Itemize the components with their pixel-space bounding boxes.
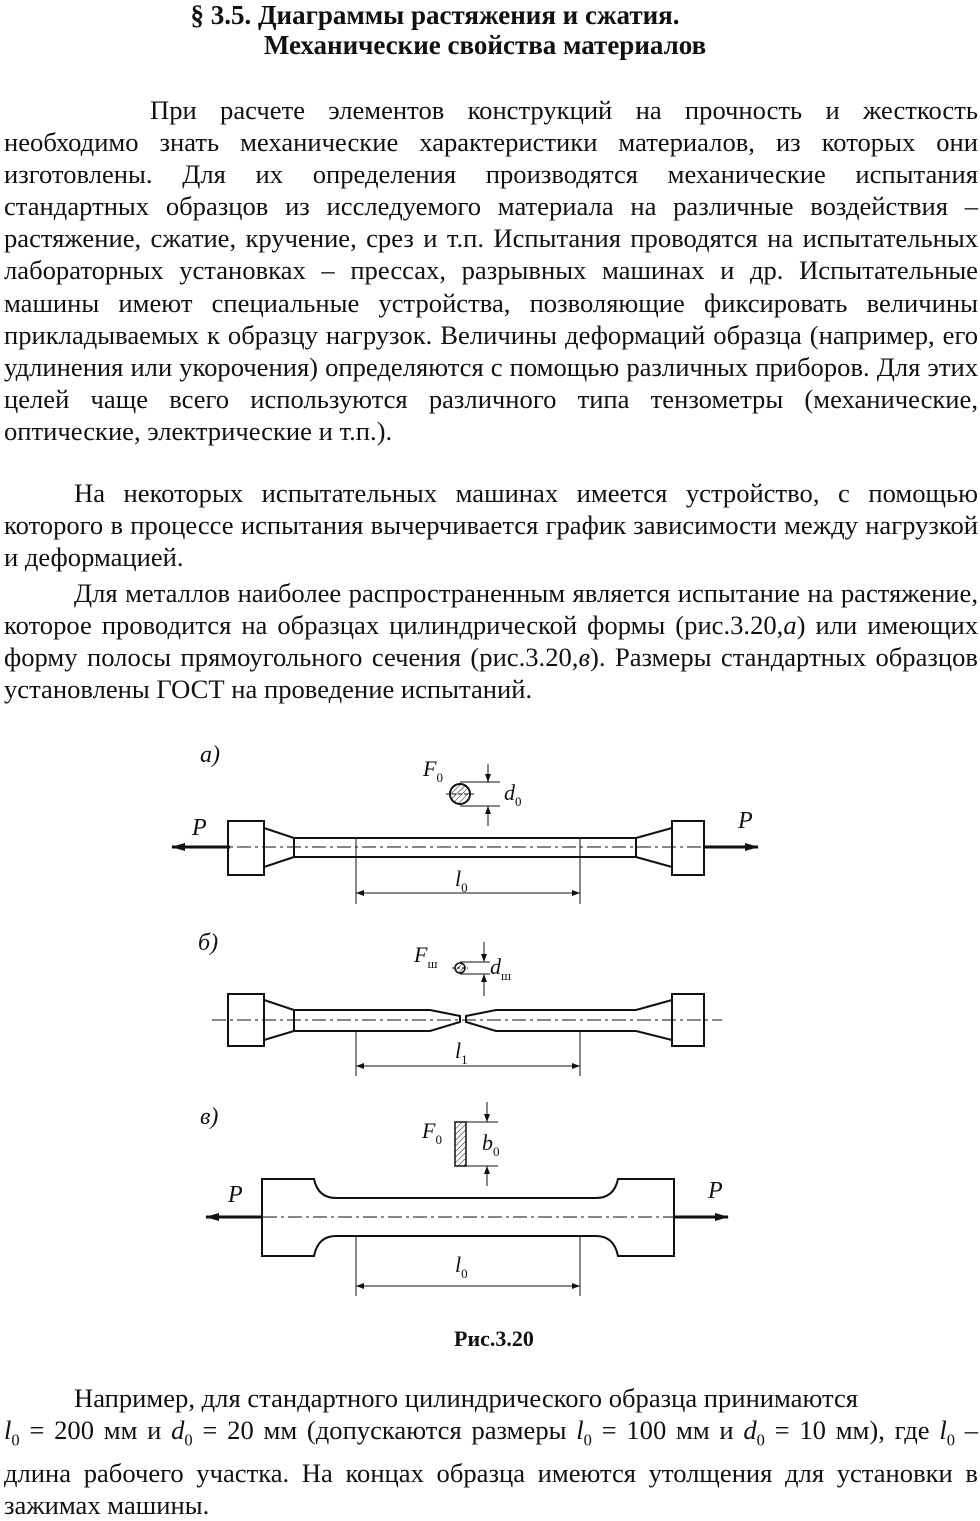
figure-3-20 xyxy=(0,730,980,1380)
paragraph-4: Например, для стандартного цилиндрического образца принимаются $l_0 = 200$ мм и $d_0 = 20$ мм (допускаются размеры $l_0 = 100$ мм и $d_0 = 10$ мм), где $l_0$ – длина рабочего участка. На концах образца имеются утолщения для установки в зажимах машины. xyxy=(4,1383,978,1520)
svg-text:b0: $b_0$ xyxy=(482,1130,500,1159)
section-heading-line1: § 3.5. Диаграммы растяжения и сжатия. xyxy=(190,0,680,30)
p3-text-post: ). Размеры стандартных образцов установлены ГОСТ на проведение испытаний. xyxy=(4,642,978,705)
p3-ref-v: в xyxy=(578,642,590,673)
diameter-dsh-b: d xyxy=(490,954,501,979)
figure-caption: Рис.3.20 xyxy=(454,1326,534,1351)
specimen-a xyxy=(172,742,758,904)
width-b0-v: b xyxy=(482,1130,493,1155)
area-F0-a: F xyxy=(423,756,437,781)
svg-text:Fш: $F_ш$ xyxy=(414,942,438,971)
label-a: а) xyxy=(200,742,220,768)
dim-l1-b: l xyxy=(455,1038,462,1063)
svg-text:d0: $d_0$ xyxy=(504,780,522,809)
area-Fsh-b: F xyxy=(414,942,428,967)
label-b: б) xyxy=(198,930,219,956)
specimen-v xyxy=(200,1102,728,1296)
specimen-b xyxy=(198,930,722,1076)
area-F0-v: F xyxy=(422,1118,436,1143)
svg-text:l0: $l_0$ xyxy=(455,866,468,895)
svg-text:F0: $F_0$ xyxy=(423,756,443,785)
paragraph-2: На некоторых испытательных машинах имеется устройство, с помощью которого в процессе испытания вычерчивается график зависимости между нагрузкой и деформацией. xyxy=(4,478,978,573)
load-P-right: P xyxy=(738,808,753,834)
load-P-right-v: P xyxy=(708,1178,723,1204)
dim-l0-a: l xyxy=(455,866,462,891)
paragraph-3 xyxy=(4,577,978,705)
p3-text-mid: ) или имеющих форму полосы прямоугольного сечения (рис.3.20, xyxy=(4,610,978,673)
dim-l0-v: l xyxy=(455,1252,462,1277)
svg-text:F0: $F_0$ xyxy=(422,1118,442,1147)
svg-text:dш: $d_ш$ xyxy=(490,954,512,983)
diameter-d0-a: d xyxy=(504,780,515,805)
p4-line1: Например, для стандартного цилиндрического образца принимаются xyxy=(74,1383,858,1413)
p3-ref-a: а xyxy=(783,610,797,641)
load-P-left-v: P xyxy=(228,1182,243,1208)
label-v: в) xyxy=(200,1104,219,1130)
svg-text:l0: $l_0$ xyxy=(455,1252,468,1281)
p3-text-pre: Для металлов наиболее распространенным является испытание на растяжение, которое проводится на образцах цилиндрической формы (рис.3.20, xyxy=(4,578,978,641)
section-heading-line2: Механические свойства материалов xyxy=(263,30,707,60)
load-P-left: P xyxy=(192,815,207,841)
svg-text:l1: $l_1$ xyxy=(455,1038,468,1067)
paragraph-1: При расчете элементов конструкций на прочность и жесткость необходимо знать механические характеристики материалов, из которых они изготовлены. Для их определения производятся механические испытания стандартных образцов из исследуемого материала на различные воздействия – растяжение, сжатие, кручение, срез и т.п. Испытания проводятся на испытательных лабораторных установках – прессах, разрывных машинах и др. Испытательные машины имеют специальные устройства, позволяющие фиксировать величины прикладываемых к образцу нагрузок. Величины деформаций образца (например, его удлинения или укорочения) определяются с помощью различных приборов. Для этих целей чаще всего используются различного типа тензометры (механические, оптические, электрические и т.п.). xyxy=(4,95,978,446)
